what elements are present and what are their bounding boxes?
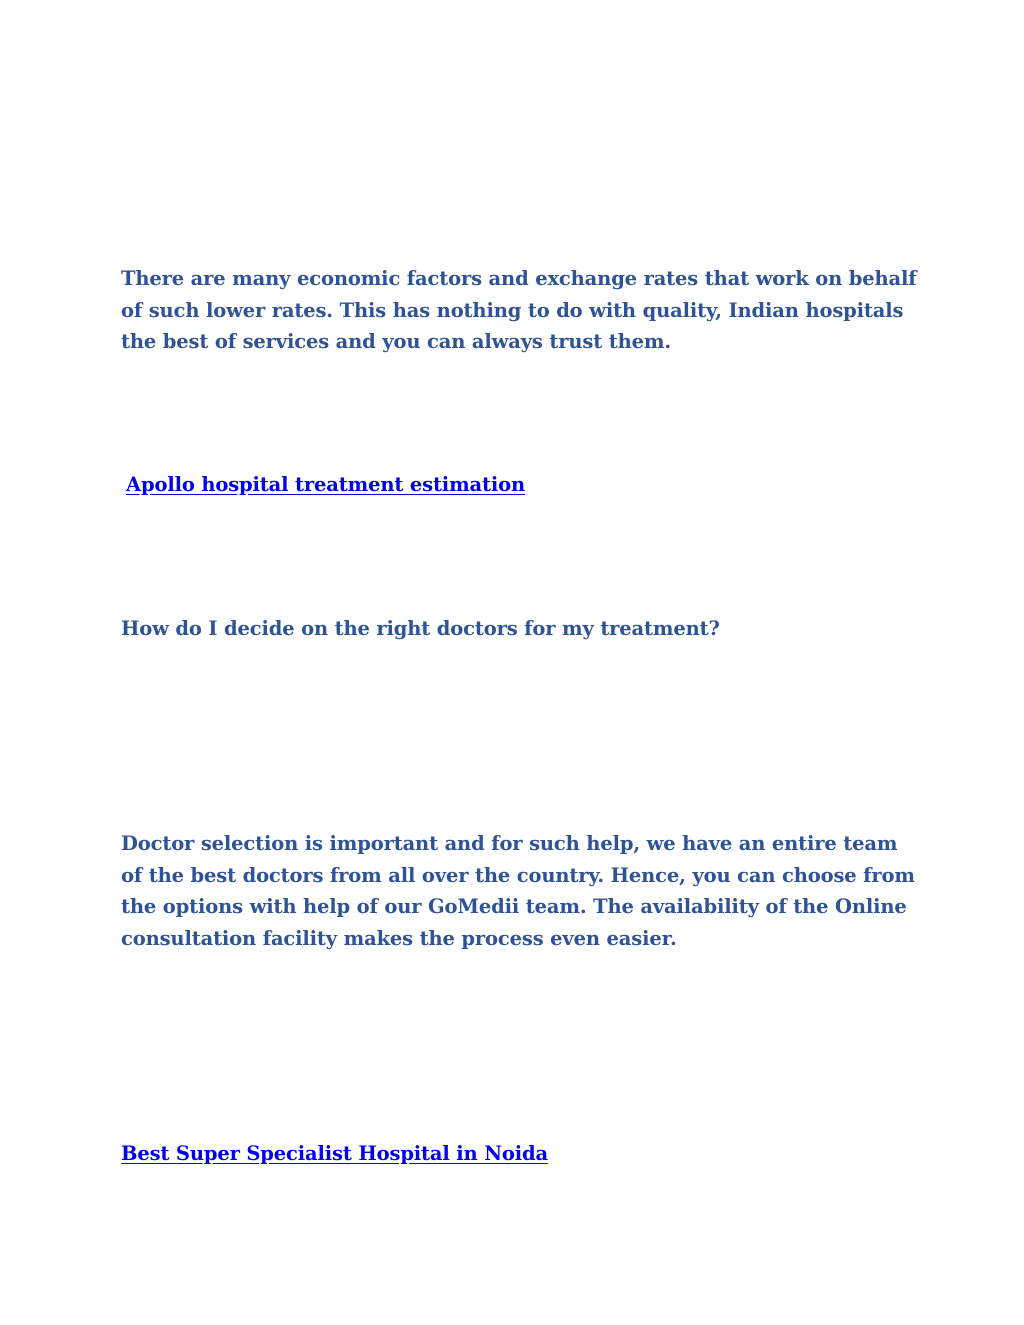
paragraph-doctor-selection: Doctor selection is important and for such help, we have an entire team of the best doctors from all over the country. Hence, you can choose from the options with help of our GoMedii team. The availability of the Online consultation facility makes the process even easier. [121, 832, 915, 950]
question-right-doctors: How do I decide on the right doctors for my treatment? [121, 617, 720, 640]
best-hospital-noida-link[interactable]: Best Super Specialist Hospital in Noida [121, 1142, 548, 1165]
apollo-treatment-estimation-link[interactable]: Apollo hospital treatment estimation [126, 473, 526, 496]
paragraph-economic-factors: There are many economic factors and exchange rates that work on behalf of such lower rates. This has nothing to do with quality, Indian hospitals the best of services and you can always trust them. [121, 267, 917, 353]
